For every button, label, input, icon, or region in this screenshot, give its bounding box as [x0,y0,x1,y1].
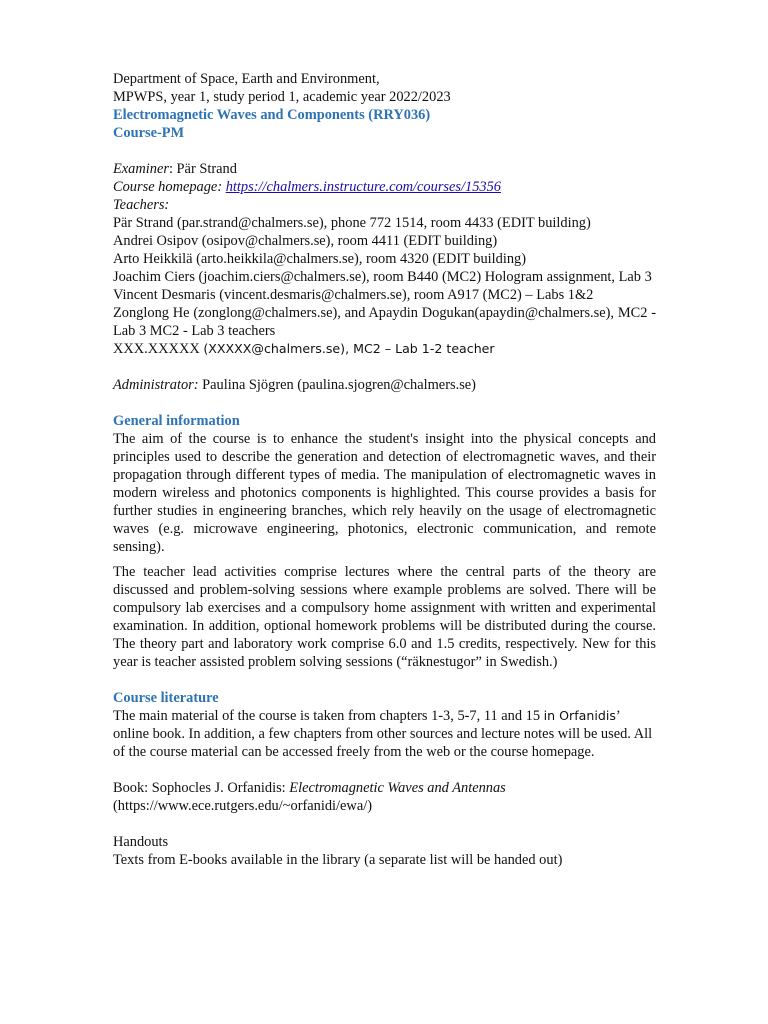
administrator-label: Administrator: [113,377,199,393]
teachers-list [113,214,656,358]
teacher-entry: Andrei Osipov (osipov@chalmers.se), room 4411 (EDIT building) [113,233,498,249]
homepage-link[interactable]: https://chalmers.instructure.com/courses/15356 [225,179,501,195]
examiner-name: : Pär Strand [168,161,237,177]
administrator-line [113,376,656,394]
teacher-entry: Zonglong He (zonglong@chalmers.se), and Apaydin Dogukan(apaydin@chalmers.se), MC2 - Lab 3 MC2 - Lab 3 teachers [113,305,656,339]
book-title: Electromagnetic Waves and Antennas [289,780,506,796]
teachers-label-line [113,196,656,214]
teachers-label: Teachers: [113,197,170,213]
homepage-line [113,178,656,196]
course-title: Electromagnetic Waves and Components (RRY036) [113,107,431,123]
examiner-line [113,160,656,178]
placeholder-contact: (XXXXX@chalmers.se), MC2 – Lab 1-2 teacher [203,341,495,356]
teacher-entry: Arto Heikkilä (arto.heikkila@chalmers.se), room 4320 (EDIT building) [113,251,527,267]
placeholder-name: XXX.XXXXX [113,341,204,357]
book-url: (https://www.ece.rutgers.edu/~orfanidi/ewa/) [113,798,373,814]
administrator-value: Paulina Sjögren (paulina.sjogren@chalmers.se) [198,377,476,393]
teacher-entry: Pär Strand (par.strand@chalmers.se), phone 772 1514, room 4433 (EDIT building) [113,215,591,231]
doc-type-heading: Course-PM [113,125,185,141]
document-content [113,70,656,869]
general-info-paragraph-1: The aim of the course is to enhance the student's insight into the physical concepts and principles used to describe the generation and detection of electromagnetic waves, and their propagation through different types of media. The manipulation of electromagnetic waves in modern wireless and photonics components is highlighted. This course provides a basis for further studies in engineering branches, which rely heavily on the usage of electromagnetic waves (e.g. microwave engineering, photonics, electronic communication, and remote sensing). [113,431,656,555]
book-line [113,779,656,797]
handouts-text: Texts from E-books available in the library (a separate list will be handed out) [113,852,563,868]
general-info-heading: General information [113,413,240,429]
programme-line: MPWPS, year 1, study period 1, academic year 2022/2023 [113,89,451,105]
teacher-entry-placeholder [113,340,656,358]
examiner-label: Examiner [113,161,169,177]
general-info-paragraph-2: The teacher lead activities comprise lectures where the central parts of the theory are discussed and problem-solving sessions where example problems are solved. There will be compulsory lab exercises and a compulsory home assignment with written and experimental examination. In addition, optional homework problems will be distributed during the course. The theory part and laboratory work comprise 6.0 and 1.5 credits, respectively. New for this year is teacher assisted problem solving sessions (“räknestugor” in Swedish.) [113,564,656,670]
literature-heading: Course literature [113,690,219,706]
literature-paragraph [113,707,656,761]
literature-text-b: in Orfanidis [543,708,616,723]
department-line: Department of Space, Earth and Environment, [113,71,380,87]
handouts-label: Handouts [113,834,169,850]
literature-text-c: ’ online book. In addition, a few chapters from other sources and lecture notes will be used. All of the course material can be accessed freely from the web or the course homepage. [113,708,653,760]
teacher-entry: Joachim Ciers (joachim.ciers@chalmers.se), room B440 (MC2) Hologram assignment, Lab 3 [113,269,652,285]
homepage-label: Course homepage: [113,179,226,195]
book-prefix: Book: Sophocles J. Orfanidis: [113,780,290,796]
teacher-entry: Vincent Desmaris (vincent.desmaris@chalmers.se), room A917 (MC2) – Labs 1&2 [113,287,594,303]
literature-text-a: The main material of the course is taken from chapters 1-3, 5-7, 11 and 15 [113,708,544,724]
